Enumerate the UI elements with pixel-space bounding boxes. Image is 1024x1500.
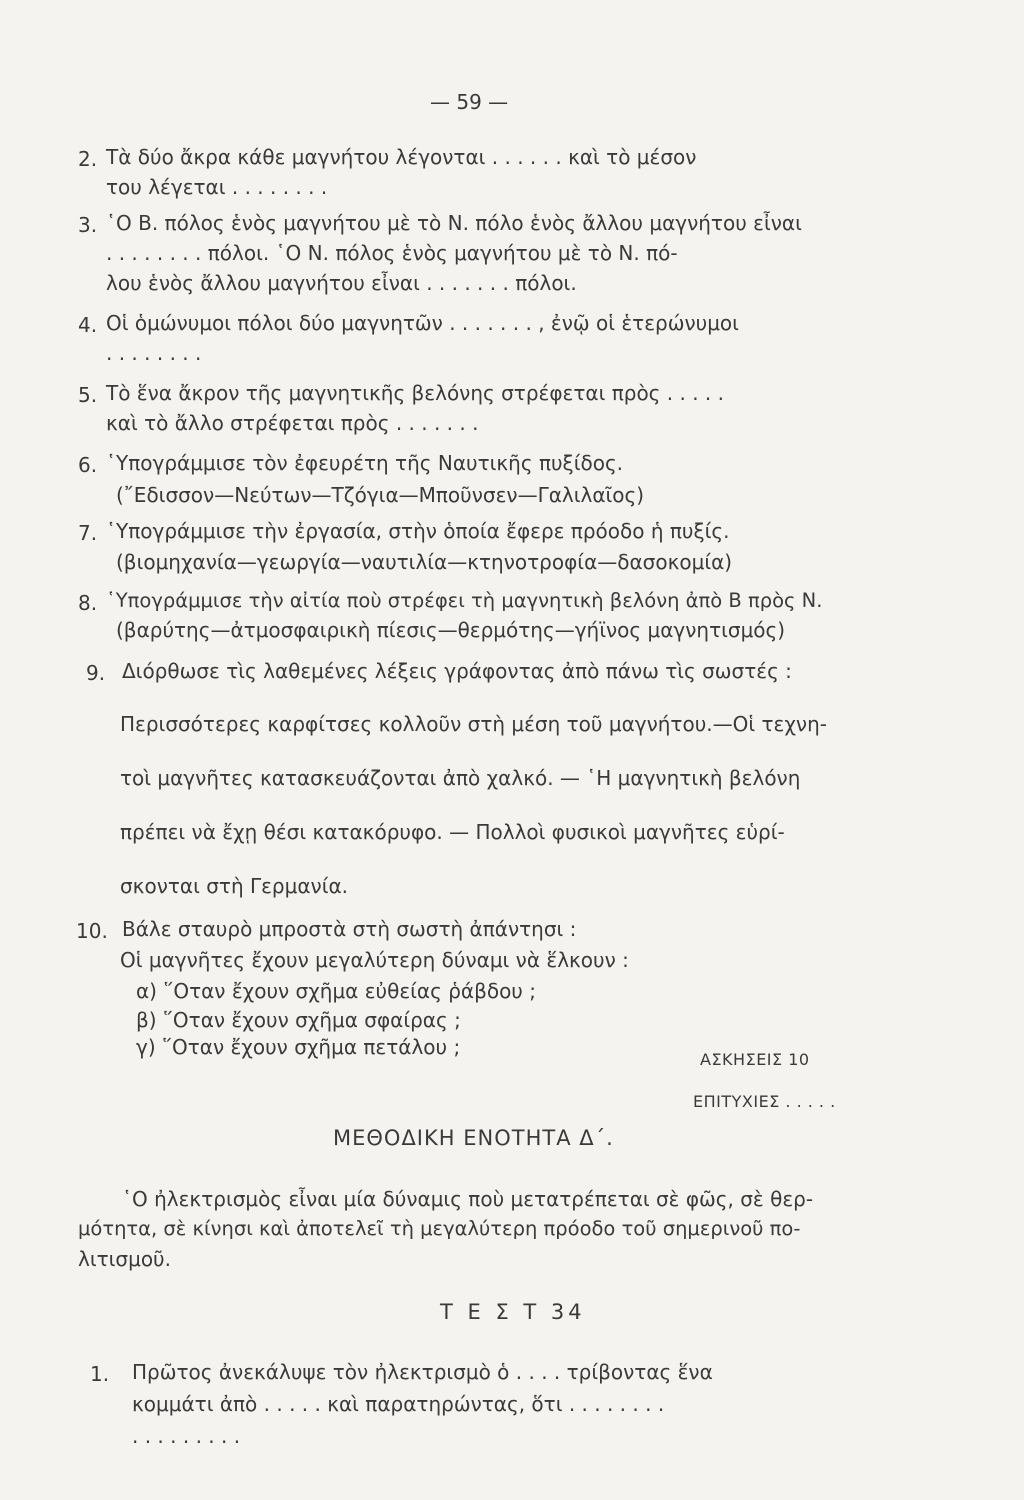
item-text-line: σκονται στὴ Γερμανία. [120, 874, 349, 898]
item-text-line: (῎Εδισσον—Νεύτων—Τζόγια—Μποῦνσεν—Γαλιλαῖος) [116, 483, 645, 507]
item-text-line: ῾Υπογράμμισε τὴν ἐργασία, στὴν ὁποία ἔφερε πρόοδο ἡ πυξίς. [106, 519, 730, 543]
intro-line: ῾Ο ἠλεκτρισμὸς εἶναι μία δύναμις ποὺ μετατρέπεται σὲ φῶς, σὲ θερ- [122, 1187, 814, 1211]
item-text-line: πρέπει νὰ ἔχῃ θέσι κατακόρυφο. — Πολλοὶ φυσικοὶ μαγνῆτες εὑρί- [120, 820, 785, 844]
answer-option-c: γ) ῞Οταν ἔχουν σχῆμα πετάλου ; [136, 1035, 461, 1059]
item-text-line: . . . . . . . . [106, 341, 202, 365]
test-item-line: . . . . . . . . . [132, 1424, 241, 1448]
item-text-line: καὶ τὸ ἄλλο στρέφεται πρὸς . . . . . . . [106, 411, 479, 435]
item-text-line: λου ἑνὸς ἄλλου μαγνήτου εἶναι . . . . . . . πόλοι. [106, 271, 577, 295]
item-number: 4. [78, 313, 98, 337]
item-number: 7. [78, 521, 98, 545]
item-number: 5. [78, 383, 98, 407]
item-text-line: (βιομηχανία—γεωργία—ναυτιλία—κτηνοτροφία—δασοκομία) [116, 550, 733, 574]
item-number: 3. [78, 213, 98, 237]
page-number: — 59 — [430, 90, 509, 114]
item-text-line: του λέγεται . . . . . . . . [106, 175, 328, 199]
item-text-line: . . . . . . . . πόλοι. ῾Ο Ν. πόλος ἑνὸς μαγνήτου μὲ τὸ Ν. πό- [106, 241, 678, 265]
test-item-number: 1. [90, 1362, 110, 1386]
item-text-line: (βαρύτης—ἀτμοσφαιρικὴ πίεσις—θερμότης—γήϊνος μαγνητισμός) [116, 618, 786, 642]
item-text-line: Τὰ δύο ἄκρα κάθε μαγνήτου λέγονται . . . . . . καὶ τὸ μέσον [106, 145, 697, 169]
item-number: 2. [78, 147, 98, 171]
item-number: 6. [78, 453, 98, 477]
item-number: 8. [78, 591, 98, 615]
item-number: 9. [86, 661, 106, 685]
item-text-line: Τὸ ἕνα ἄκρον τῆς μαγνητικῆς βελόνης στρέφεται πρὸς . . . . . [106, 381, 724, 405]
item-text-line: Οἱ ὁμώνυμοι πόλοι δύο μαγνητῶν . . . . . . . , ἐνῷ οἱ ἑτερώνυμοι [106, 311, 739, 335]
intro-line: λιτισμοῦ. [78, 1247, 171, 1271]
section-title: ΜΕΘΟΔΙΚΗ ΕΝΟΤΗΤΑ Δ΄. [333, 1126, 614, 1150]
item-text-line: Οἱ μαγνῆτες ἔχουν μεγαλύτερη δύναμι νὰ ἕλκουν : [120, 948, 629, 972]
item-text-line: ῾Ο Β. πόλος ἑνὸς μαγνήτου μὲ τὸ Ν. πόλο ἑνὸς ἄλλου μαγνήτου εἶναι [106, 211, 802, 235]
item-number: 10. [76, 919, 108, 943]
exercises-count: ΑΣΚΗΣΕΙΣ 10 [700, 1050, 810, 1069]
item-text-line: Περισσότερες καρφίτσες κολλοῦν στὴ μέση τοῦ μαγνήτου.—Οἱ τεχνη- [120, 712, 827, 736]
item-text-line: Βάλε σταυρὸ μπροστὰ στὴ σωστὴ ἀπάντησι : [122, 917, 577, 941]
item-text-line: ῾Υπογράμμισε τὴν αἰτία ποὺ στρέφει τὴ μαγνητικὴ βελόνη ἀπὸ Β πρὸς Ν. [106, 589, 823, 612]
test-item-line: Πρῶτος ἀνεκάλυψε τὸν ἠλεκτρισμὸ ὁ . . . . τρίβοντας ἕνα [132, 1360, 713, 1384]
item-text-line: τοὶ μαγνῆτες κατασκευάζονται ἀπὸ χαλκό. — ῾Η μαγνητικὴ βελόνη [120, 766, 801, 790]
intro-line: μότητα, σὲ κίνησι καὶ ἀποτελεῖ τὴ μεγαλύτερη πρόοδο τοῦ σημερινοῦ πο- [78, 1217, 801, 1240]
successes-count: ΕΠΙΤΥΧΙΕΣ . . . . . [693, 1092, 836, 1111]
item-text-line: ῾Υπογράμμισε τὸν ἐφευρέτη τῆς Ναυτικῆς πυξίδος. [106, 451, 624, 475]
item-text-line: Διόρθωσε τὶς λαθεμένες λέξεις γράφοντας ἀπὸ πάνω τὶς σωστές : [122, 659, 792, 683]
answer-option-a: α) ῞Οταν ἔχουν σχῆμα εὐθείας ῥάβδου ; [136, 979, 536, 1003]
test-item-line: κομμάτι ἀπὸ . . . . . καὶ παρατηρώντας, ὅτι . . . . . . . . [132, 1392, 665, 1416]
answer-option-b: β) ῞Οταν ἔχουν σχῆμα σφαίρας ; [136, 1008, 461, 1032]
test-title: Τ Ε Σ Τ 34 [440, 1300, 586, 1324]
